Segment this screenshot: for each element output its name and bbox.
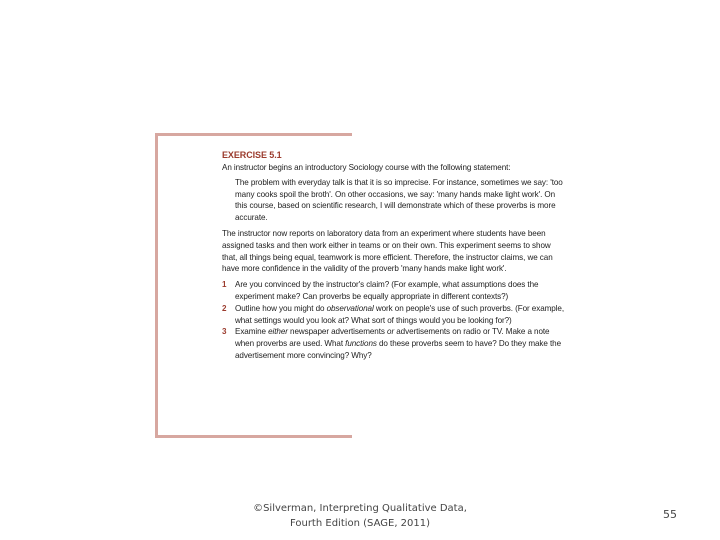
question-text: work on people's use of such proverbs. (For example, what settings would you look at? What sort of things would you be looking for?) xyxy=(235,303,565,325)
question-text: do these proverbs seem to have? Do they make the advertisement more convincing? Why? xyxy=(235,339,561,360)
question-emphasis: functions xyxy=(345,339,377,349)
exercise-intro: An instructor begins an introductory Sociology course with the following statement: xyxy=(222,163,511,172)
question-2 xyxy=(222,303,565,327)
exercise-top-rule xyxy=(155,133,352,136)
footer-credit-line: ©Silverman, Interpreting Qualitative Data, xyxy=(253,503,467,514)
question-emphasis: observational xyxy=(326,303,374,313)
question-number: 1 xyxy=(222,280,227,290)
footer-credit-line: Fourth Edition (SAGE, 2011) xyxy=(289,518,431,529)
question-text: Outline how you might do xyxy=(235,303,327,313)
question-emphasis: or xyxy=(387,327,395,337)
exercise-bottom-rule xyxy=(155,435,352,438)
question-1 xyxy=(222,279,565,303)
question-number: 2 xyxy=(222,303,227,313)
question-text: Examine xyxy=(235,327,269,337)
question-emphasis: either xyxy=(268,327,288,337)
exercise-paragraph: The instructor now reports on laboratory data from an experiment where students have been assigned tasks and then work either in teams or on their own. This experiment seems to show that, all things being equal, teamwork is more efficient. Therefore, the instructor claims, we can have more confidence in the validity of the proverb 'many hands make light work'. xyxy=(222,228,553,274)
exercise-title: EXERCISE 5.1 xyxy=(222,150,282,160)
question-text: advertisements on radio or TV. Make a note when proverbs are used. What xyxy=(235,327,550,349)
question-3 xyxy=(222,326,565,361)
exercise-quote: The problem with everyday talk is that it is so imprecise. For instance, sometimes we say: 'too many cooks spoil the broth'. On other occasions, we say: 'many hands make light work'. On this course, based on scientific research, I will demonstrate which of these proverbs is more accurate. xyxy=(235,177,563,223)
page-number: 55 xyxy=(663,508,677,521)
exercise-content xyxy=(222,149,565,362)
question-text: newspaper advertisements xyxy=(287,327,388,337)
question-number: 3 xyxy=(222,327,227,337)
question-text: Are you convinced by the instructor's claim? (For example, what assumptions does the experiment make? Can proverbs be equally appropriate in different contexts?) xyxy=(235,280,539,301)
footer-credit xyxy=(250,501,470,531)
